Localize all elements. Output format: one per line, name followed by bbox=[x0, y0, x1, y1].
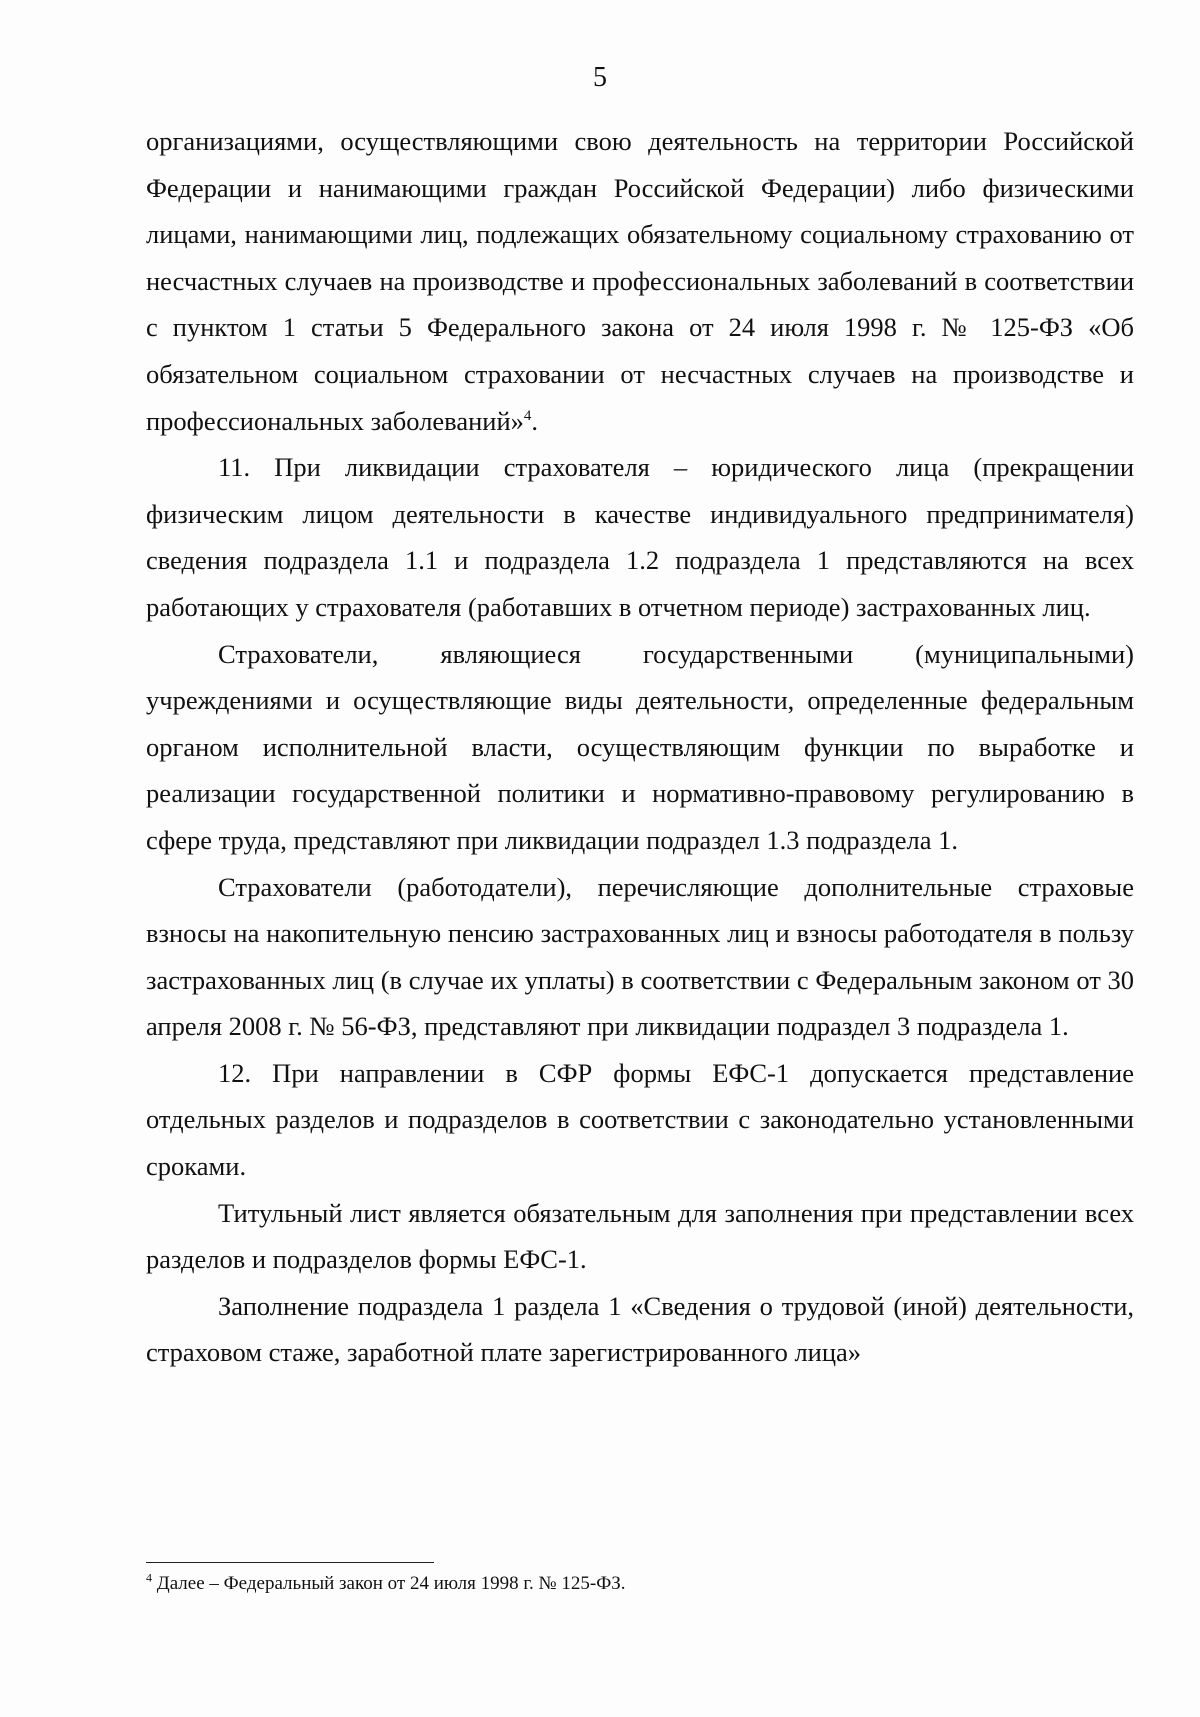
paragraph-6: Титульный лист является обязательным для заполнения при представлении всех разделов и подразделов формы ЕФС-1. bbox=[146, 1197, 1134, 1275]
paragraph-2: 11. При ликвидации страхователя – юридического лица (прекращении физическим лицом деятельности в качестве индивидуального предпринимателя) сведения подраздела 1.1 и подраздела 1.2 подраздела 1 представляются на всех работающих у страхователя (работавших в отчетном периоде) застрахованных лиц. bbox=[146, 452, 1134, 622]
footnote-marker: 4 bbox=[146, 1570, 152, 1585]
footnote-reference: 4 bbox=[523, 407, 532, 424]
paragraph-7: Заполнение подраздела 1 раздела 1 «Сведения о трудовой (иной) деятельности, страховом стаже, заработной плате зарегистрированного лица» bbox=[146, 1290, 1134, 1368]
paragraph-4: Страхователи (работодатели), перечисляющие дополнительные страховые взносы на накопительную пенсию застрахованных лиц и взносы работодателя в пользу застрахованных лиц (в случае их уплаты) в соответствии с Федеральным законом от 30 апреля 2008 г. № 56-ФЗ, представляют при ликвидации подраздел 3 подраздела 1. bbox=[146, 871, 1134, 1042]
paragraph-3: Страхователи, являющиеся государственными (муниципальными) учреждениями и осуществляющие виды деятельности, определенные федеральным органом исполнительной власти, осуществляющим функции по выработке и реализации государственной политики и нормативно-правовому регулированию в сфере труда, представляют при ликвидации подраздел 1.3 подраздела 1. bbox=[146, 638, 1134, 855]
footnote bbox=[146, 1572, 1134, 1596]
paragraph-1-text: организациями, осуществляющими свою деятельность на территории Российской Федерации и нанимающими граждан Российской Федерации) либо физическими лицами, нанимающими лиц, подлежащих обязательному социальному страхованию от несчастных случаев на производстве и профессиональных заболеваний в соответствии с пунктом 1 статьи 5 Федерального закона от 24 июля 1998 г. № 125-ФЗ «Об обязательном социальном страховании от несчастных случаев на производстве и профессиональных заболеваний» bbox=[146, 126, 1134, 436]
page-number: 5 bbox=[593, 62, 607, 93]
footnote-text: Далее – Федеральный закон от 24 июля 1998 г. № 125-ФЗ. bbox=[152, 1573, 626, 1594]
paragraph-5: 12. При направлении в СФР формы ЕФС-1 допускается представление отдельных разделов и подразделов в соответствии с законодательно установленными сроками. bbox=[146, 1057, 1134, 1182]
paragraph-1-end: . bbox=[531, 405, 539, 436]
document-body bbox=[146, 118, 1134, 1376]
footnote-divider bbox=[146, 1562, 434, 1563]
paragraph-1 bbox=[146, 118, 1134, 444]
